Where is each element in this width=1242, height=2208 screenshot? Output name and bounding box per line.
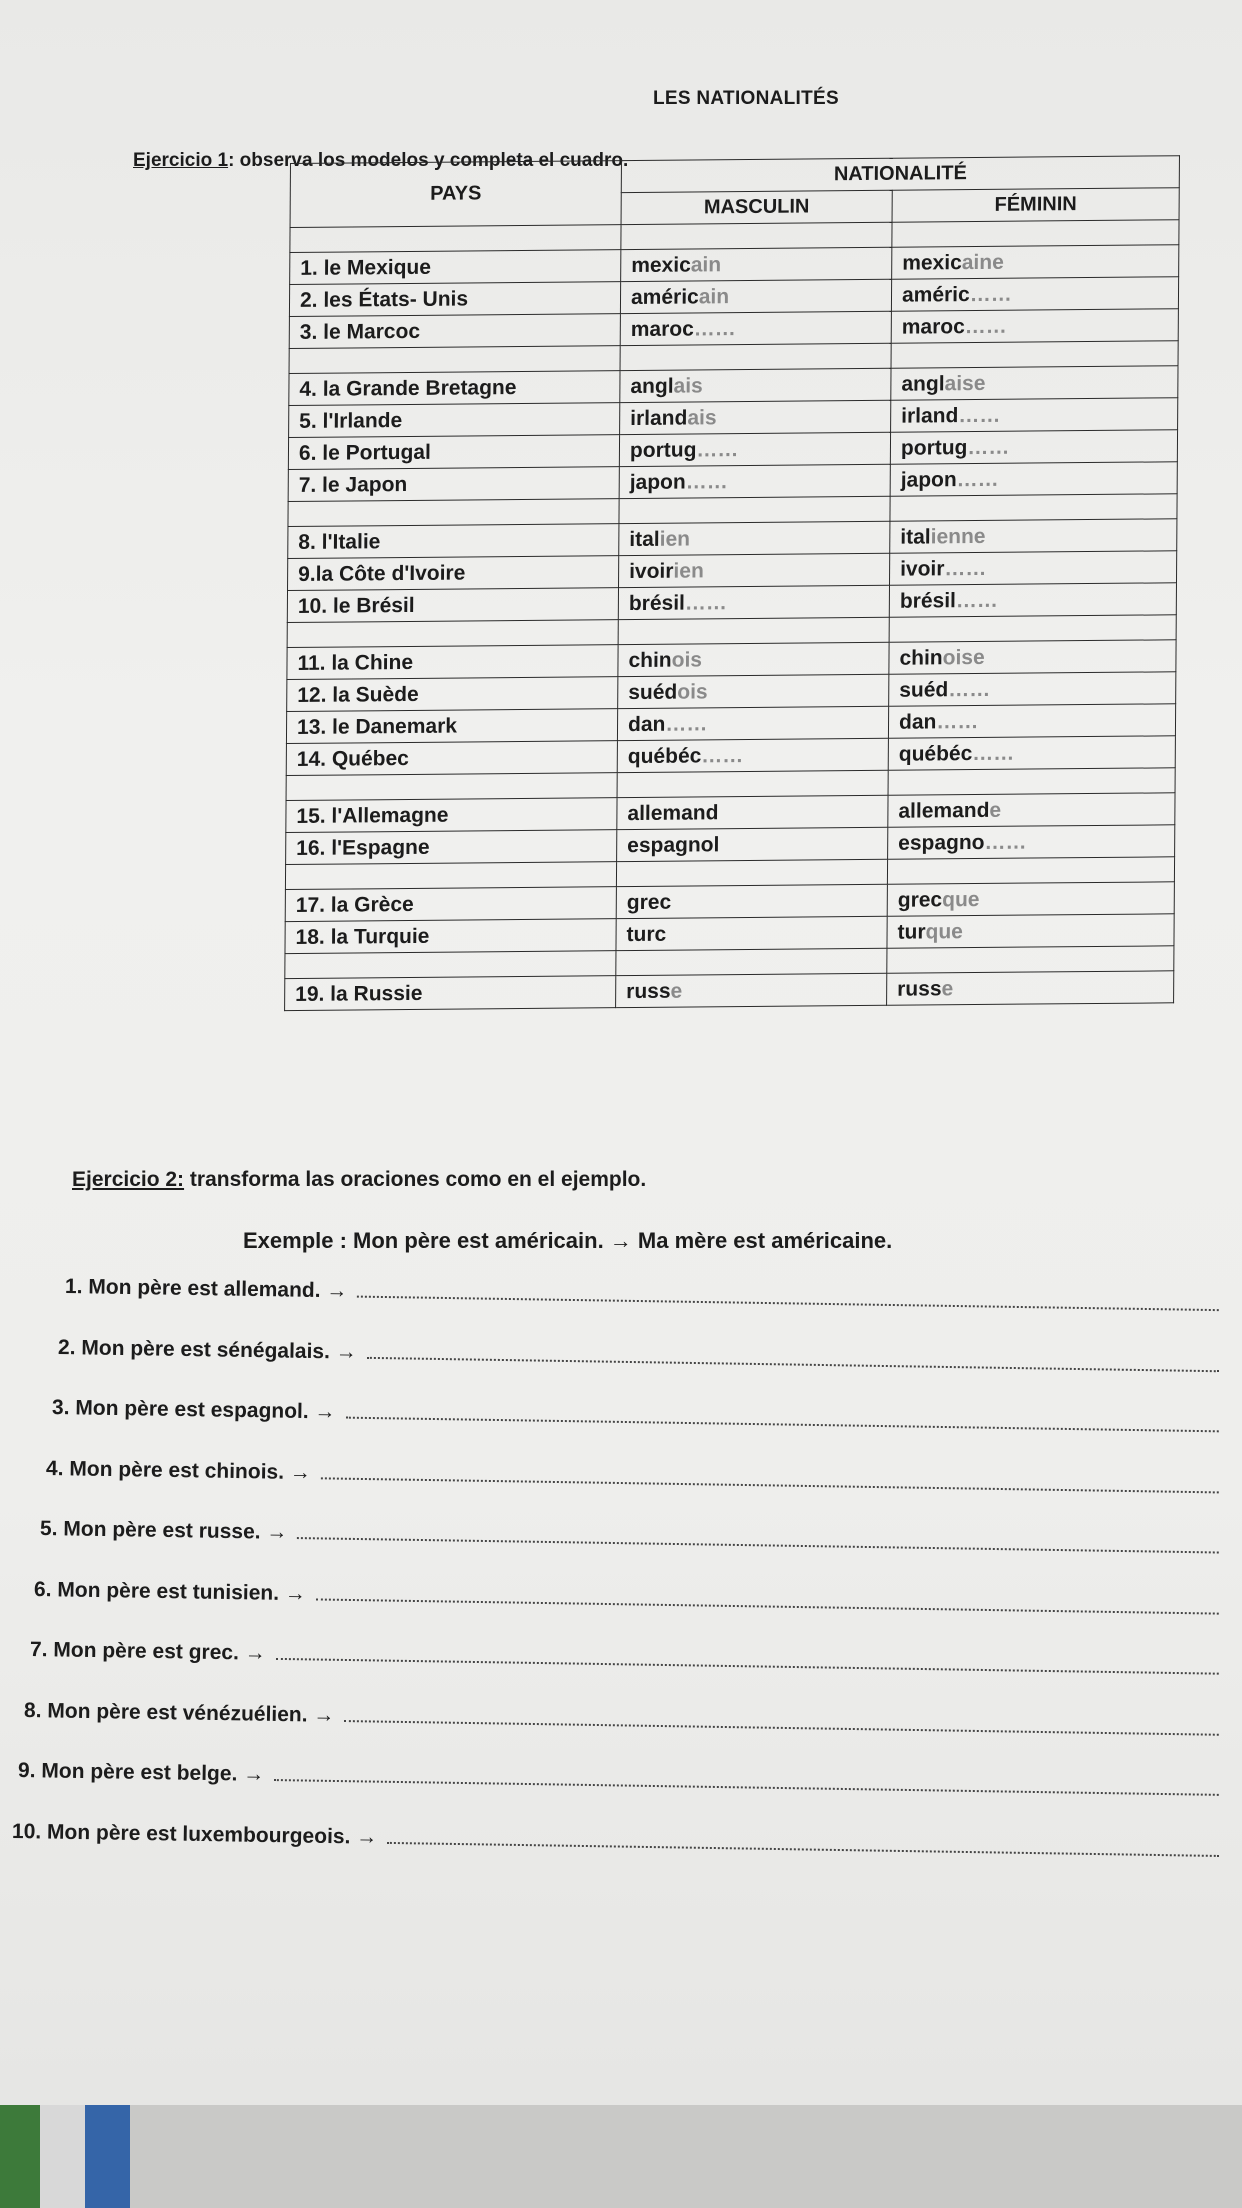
item-sentence: 10. Mon père est luxembourgeois. →: [11, 1819, 378, 1849]
country-cell: 5. l'Irlande: [289, 403, 620, 438]
exercise2-example: Exemple : Mon père est américain. → Ma mère est américaine.: [243, 1228, 893, 1253]
feminin-cell: italienne: [890, 519, 1177, 554]
masculin-cell: grec: [616, 884, 887, 918]
item-sentence: 3. Mon père est espagnol. →: [51, 1396, 336, 1424]
header-feminin: FÉMININ: [892, 188, 1179, 223]
feminin-cell: améric……: [891, 277, 1178, 312]
masculin-cell: brésil……: [618, 585, 889, 619]
masculin-cell: ivoirien: [619, 553, 890, 587]
item-sentence: 4. Mon père est chinois. →: [45, 1456, 312, 1484]
country-cell: 6. le Portugal: [288, 435, 619, 470]
feminin-cell: irland……: [891, 398, 1178, 433]
masculin-cell: espagnol: [617, 827, 888, 861]
feminin-cell: grecque: [887, 882, 1174, 917]
masculin-cell: chinois: [618, 642, 889, 676]
masculin-cell: suédois: [618, 674, 889, 708]
background-fabric: [0, 2105, 1242, 2208]
item-sentence: 5. Mon père est russe. →: [39, 1517, 288, 1544]
masculin-cell: américain: [620, 279, 891, 313]
feminin-cell: anglaise: [891, 366, 1178, 401]
masculin-cell: irlandais: [620, 400, 891, 434]
item-sentence: 8. Mon père est vénézuélien. →: [23, 1698, 335, 1727]
country-cell: 17. la Grèce: [285, 887, 616, 922]
feminin-cell: portug……: [890, 430, 1177, 465]
masculin-cell: italien: [619, 521, 890, 555]
country-cell: 7. le Japon: [288, 467, 619, 502]
masculin-cell: anglais: [620, 368, 891, 402]
masculin-cell: québéc……: [617, 738, 888, 772]
country-cell: 16. l'Espagne: [286, 830, 617, 865]
header-country: PAYS: [290, 161, 621, 228]
feminin-cell: mexicaine: [892, 245, 1179, 280]
feminin-cell: québéc……: [888, 736, 1175, 771]
feminin-cell: russe: [887, 971, 1174, 1006]
header-masculin: MASCULIN: [621, 190, 892, 224]
country-cell: 1. le Mexique: [290, 250, 621, 285]
feminin-cell: dan……: [888, 704, 1175, 739]
feminin-cell: allemande: [888, 793, 1175, 828]
masculin-cell: russe: [616, 973, 887, 1007]
exercise2-heading: [72, 1168, 646, 1192]
feminin-cell: espagno……: [888, 825, 1175, 860]
country-cell: 10. le Brésil: [287, 588, 618, 623]
country-cell: 9.la Côte d'Ivoire: [288, 556, 619, 591]
masculin-cell: dan……: [617, 706, 888, 740]
masculin-cell: maroc……: [620, 311, 891, 345]
masculin-cell: mexicain: [621, 247, 892, 281]
country-cell: 2. les États- Unis: [289, 282, 620, 317]
feminin-cell: brésil……: [889, 583, 1176, 618]
masculin-cell: portug……: [619, 432, 890, 466]
country-cell: 8. l'Italie: [288, 524, 619, 559]
country-cell: 11. la Chine: [287, 645, 618, 680]
country-cell: 14. Québec: [286, 741, 617, 776]
exercise1-instruction: : observa los modelos y completa el cuadro.: [228, 150, 629, 171]
country-cell: 3. le Marcoc: [289, 314, 620, 349]
page-title: LES NATIONALITÉS: [652, 88, 839, 109]
exercise1-label: Ejercicio 1: [133, 150, 229, 171]
country-cell: 4. la Grande Bretagne: [289, 371, 620, 406]
country-cell: 18. la Turquie: [285, 919, 616, 954]
nationality-table: [284, 155, 1180, 1011]
feminin-cell: turque: [887, 914, 1174, 949]
masculin-cell: japon……: [619, 464, 890, 498]
feminin-cell: suéd……: [889, 672, 1176, 707]
header-nationality: NATIONALITÉ: [621, 156, 1179, 193]
item-sentence: 6. Mon père est tunisien. →: [33, 1577, 307, 1605]
item-sentence: 2. Mon père est sénégalais. →: [57, 1335, 357, 1364]
item-sentence: 9. Mon père est belge. →: [17, 1759, 265, 1786]
item-sentence: 7. Mon père est grec. →: [29, 1638, 266, 1665]
feminin-cell: maroc……: [891, 309, 1178, 344]
feminin-cell: japon……: [890, 462, 1177, 497]
item-sentence: 1. Mon père est allemand. →: [64, 1275, 348, 1303]
country-cell: 15. l'Allemagne: [286, 798, 617, 833]
masculin-cell: turc: [616, 916, 887, 950]
country-cell: 13. le Danemark: [286, 709, 617, 744]
feminin-cell: ivoir……: [890, 551, 1177, 586]
exercise2-instruction: transforma las oraciones como en el ejemplo.: [184, 1168, 647, 1191]
country-cell: 12. la Suède: [287, 677, 618, 712]
exercise2-label: Ejercicio 2:: [72, 1168, 185, 1191]
feminin-cell: chinoise: [889, 640, 1176, 675]
country-cell: 19. la Russie: [285, 976, 616, 1011]
masculin-cell: allemand: [617, 795, 888, 829]
